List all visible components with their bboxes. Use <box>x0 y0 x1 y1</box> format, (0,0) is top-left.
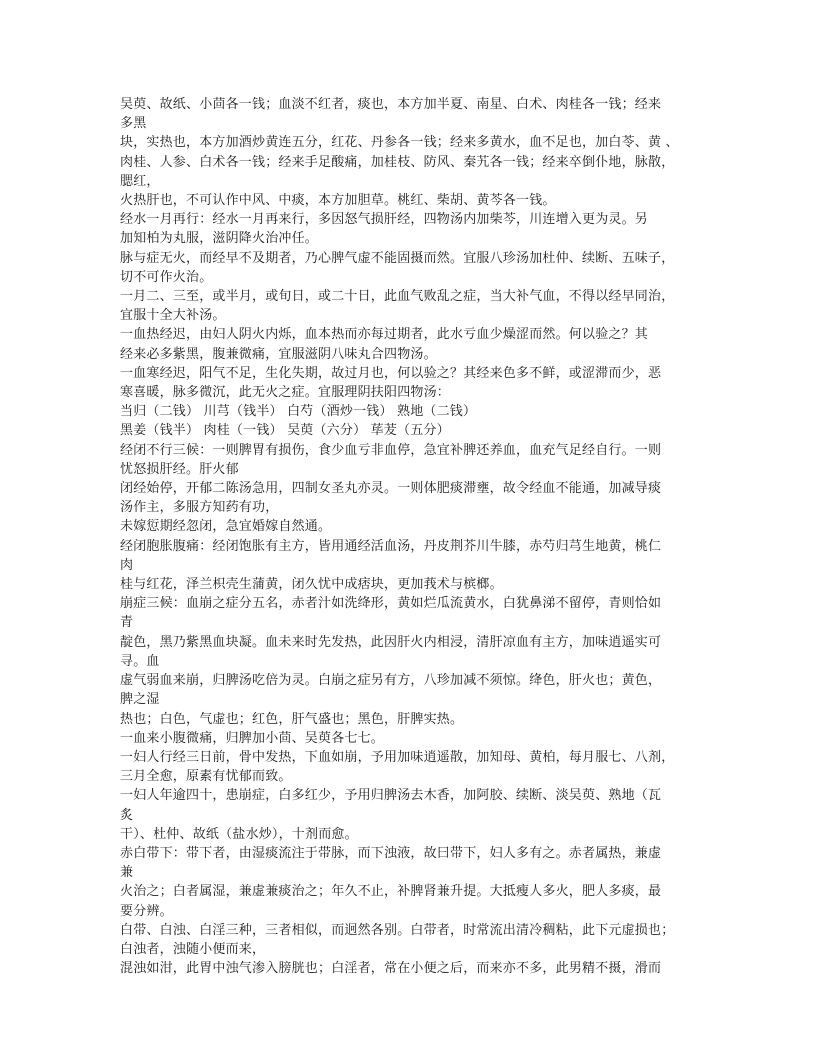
text-line: 寒喜暖，脉多微沉，此无火之症。宜服理阴扶阳四物汤： <box>120 385 451 401</box>
text-line: 干）、杜仲、故纸（盐水炒），十剂而愈。 <box>120 826 358 842</box>
text-line: 黑姜（钱半） 肉桂（一钱） 吴萸（六分） 荜茇（五分） <box>120 423 450 439</box>
text-line: 炙 <box>120 807 134 823</box>
text-line: 多黑 <box>120 116 147 132</box>
text-line: 块，实热也，本方加酒炒黄连五分，红花、丹参各一钱；经来多黄水，血不足也，加白苓、黄 、 <box>120 135 679 151</box>
text-line: 脉与症无火，而经早不及期者，乃心脾气虚不能固摄而然。宜服八珍汤加杜仲、续断、五味子， <box>120 250 675 266</box>
text-line: 青 <box>120 615 134 631</box>
text-line: 火治之；白者属湿，兼虚兼痰治之；年久不止，补脾肾兼升提。大抵瘦人多火，肥人多痰，最 <box>120 884 662 900</box>
text-line: 虚气弱血来崩，归脾汤吃倍为灵。白崩之症另有方，八珍加减不须惊。绛色，肝火也；黄色， <box>120 673 662 689</box>
text-line: 赤白带下：带下者，由湿痰流注于带脉，而下浊液，故曰带下，妇人多有之。赤者属热，兼虚 <box>120 845 662 861</box>
text-line: 寻。血 <box>120 653 160 669</box>
text-line: 未嫁愆期经忽闭，急宜婚嫁自然通。 <box>120 519 332 535</box>
text-line: 切不可作火治。 <box>120 269 213 285</box>
document-page <box>120 95 698 978</box>
text-line: 宜服十全大补汤。 <box>120 308 226 324</box>
text-line: 要分辨。 <box>120 903 173 919</box>
text-line: 三月全愈，原素有忧郁而致。 <box>120 769 292 785</box>
text-line: 兼 <box>120 865 134 881</box>
text-line: 吴萸、故纸、小茴各一钱；血淡不红者，痰也，本方加半夏、南星、白术、肉桂各一钱；经来 <box>120 97 662 112</box>
text-line: 一妇人行经三日前，骨中发热，下血如崩，予用加味逍遥散，加知母、黄柏，每月服七、八剂， <box>120 749 675 765</box>
text-line: 混浊如泔，此胃中浊气渗入膀胱也；白淫者，常在小便之后，而来亦不多，此男精不摄，滑而 <box>120 961 662 977</box>
text-line: 闭经始停，开郁二陈汤急用，四制女圣丸亦灵。一则体肥痰滞壅，故令经血不能通，加减导痰 <box>120 481 662 497</box>
text-line: 一血来小腹微痛，归脾加小茴、吴萸各七七。 <box>120 730 385 746</box>
text-line: 脾之湿 <box>120 692 160 708</box>
text-line: 加知柏为丸服，滋阴降火治冲任。 <box>120 231 319 247</box>
text-line: 当归（二钱） 川芎（钱半） 白芍（酒炒一钱） 熟地（二钱） <box>120 404 477 420</box>
text-line: 汤作主，多服方知药有功， <box>120 500 279 516</box>
text-line: 一血寒经迟，阳气不足，生化失期，故过月也，何以验之？其经来色多不鲜，或涩滞而少，恶 <box>120 365 662 381</box>
text-line: 经来必多紫黑，腹兼微痛，宜服滋阴八味丸合四物汤。 <box>120 346 437 362</box>
text-line: 靛色，黑乃紫黑血块凝。血未来时先发热，此因肝火内相浸，清肝凉血有主方，加味逍遥实可 <box>120 634 662 650</box>
text-line: 白浊者，浊随小便而来， <box>120 941 266 957</box>
text-line: 一血热经迟，由妇人阴火内烁，血本热而亦每过期者，此水亏血少燥涩而然。何以验之？其 <box>120 327 649 343</box>
text-line: 腮红， <box>120 173 160 189</box>
text-line: 忧怒损肝经。肝火郁 <box>120 461 239 477</box>
text-line: 经闭胞胀腹痛：经闭饱胀有主方，皆用通经活血汤，丹皮荆芥川牛膝，赤芍归芎生地黄，桃仁 <box>120 538 662 554</box>
text-line: 一月二、三至，或半月，或旬日，或二十日，此血气败乱之症，当大补气血，不得以经早同治， <box>120 289 675 305</box>
text-line: 肉桂、人参、白术各一钱；经来手足酸痛，加桂枝、防风、秦艽各一钱；经来卒倒仆地，脉散， <box>120 154 675 170</box>
text-line: 崩症三候：血崩之症分五名，赤者汁如洗绛形，黄如烂瓜流黄水，白犹鼻涕不留停，青则恰如 <box>120 596 662 612</box>
text-line: 肉 <box>120 557 134 573</box>
text-line: 白带、白浊、白淫三种，三者相似，而迥然各别。白带者，时常流出清冷稠粘，此下元虚损也； <box>120 922 675 938</box>
text-line: 经闭不行三候：一则脾胃有损伤，食少血亏非血停，急宜补脾还养血，血充气足经自行。一则 <box>120 442 662 458</box>
text-line: 桂与红花，泽兰枳壳生蒲黄，闭久忧中成痞块，更加莪术与槟榔。 <box>120 577 503 593</box>
text-line: 经水一月再行：经水一月再来行，多因怒气损肝经，四物汤内加柴芩，川连增入更为灵。另 <box>120 212 649 228</box>
text-line: 火热肝也，不可认作中风、中痰，本方加胆草。桃红、柴胡、黄芩各一钱。 <box>120 193 556 209</box>
text-line: 一妇人年逾四十，患崩症，白多红少，予用归脾汤去木香，加阿胶、续断、淡吴萸、熟地（瓦 <box>120 788 662 804</box>
text-line: 热也；白色，气虚也；红色，肝气盛也；黑色，肝脾实热。 <box>120 711 464 727</box>
